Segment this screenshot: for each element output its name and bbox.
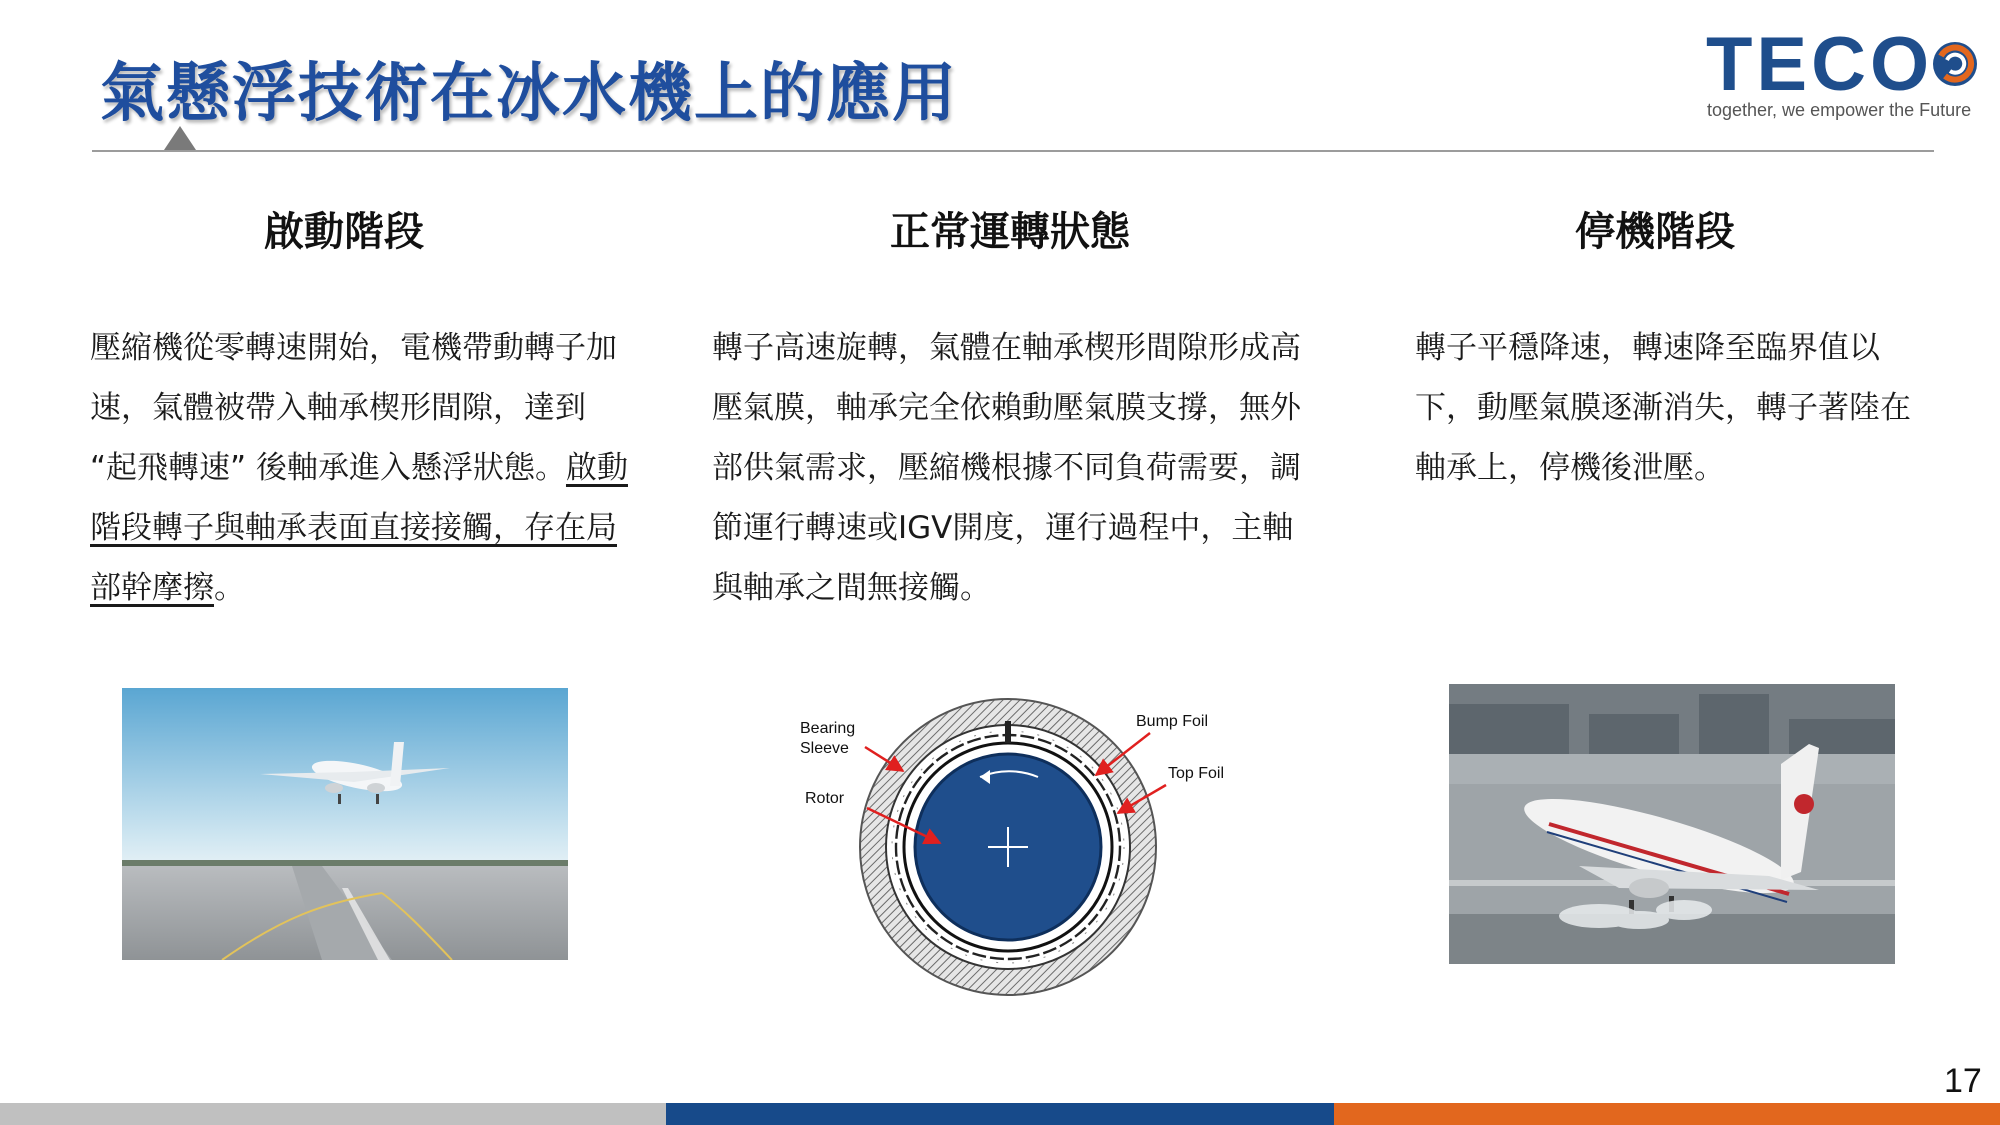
heading-startup-phase: 啟動階段 bbox=[264, 209, 424, 255]
slide-title: 氣懸浮技術在冰水機上的應用 bbox=[100, 57, 958, 131]
title-divider bbox=[92, 150, 1934, 152]
logo-tagline: together, we empower the Future bbox=[1707, 100, 1972, 120]
title-marker-triangle bbox=[164, 126, 196, 150]
startup-description bbox=[90, 318, 630, 618]
bearing-sleeve bbox=[860, 699, 1156, 995]
airplane-takeoff-photo bbox=[122, 688, 568, 960]
page-number: 17 bbox=[1944, 1062, 1982, 1100]
footer-bar-blue bbox=[666, 1103, 1334, 1125]
label-bearing-2: Sleeve bbox=[800, 740, 849, 757]
footer-bar-orange bbox=[1334, 1103, 2000, 1125]
airplane-landing-photo bbox=[1449, 684, 1895, 964]
shutdown-description: 轉子平穩降速，轉速降至臨界值以下，動壓氣膜逐漸消失，轉子著陸在軸承上，停機後泄壓。 bbox=[1415, 330, 1911, 486]
normal-operation-description: 轉子高速旋轉，氣體在軸承楔形間隙形成高壓氣膜，軸承完全依賴動壓氣膜支撐，無外部供氣需求，壓縮機根據不同負荷需要，調節運行轉速或IGV開度，運行過程中，主軸與軸承之間無接觸。 bbox=[712, 330, 1301, 606]
startup-text-end: 。 bbox=[214, 570, 245, 606]
heading-normal-operation: 正常運轉狀態 bbox=[890, 209, 1130, 255]
logo-wordmark: TECO bbox=[1706, 22, 1934, 107]
startup-text-underlined: 啟動階段轉子與軸承表面直接接觸，存在局部幹摩擦 bbox=[90, 450, 628, 606]
footer-bar-gray bbox=[0, 1103, 666, 1125]
startup-text-plain: 壓縮機從零轉速開始，電機帶動轉子加速，氣體被帶入軸承楔形間隙，達到 “起飛轉速” 後軸承進入懸浮狀態。 bbox=[90, 330, 617, 486]
label-bump-foil: Bump Foil bbox=[1136, 713, 1209, 730]
label-top-foil: Top Foil bbox=[1168, 765, 1225, 782]
heading-shutdown-phase: 停機階段 bbox=[1575, 209, 1735, 255]
logo-swirl-icon bbox=[1933, 42, 1977, 86]
label-rotor: Rotor bbox=[805, 790, 845, 807]
foil-bearing-diagram bbox=[780, 695, 1300, 1005]
label-bearing-1: Bearing bbox=[800, 720, 856, 737]
